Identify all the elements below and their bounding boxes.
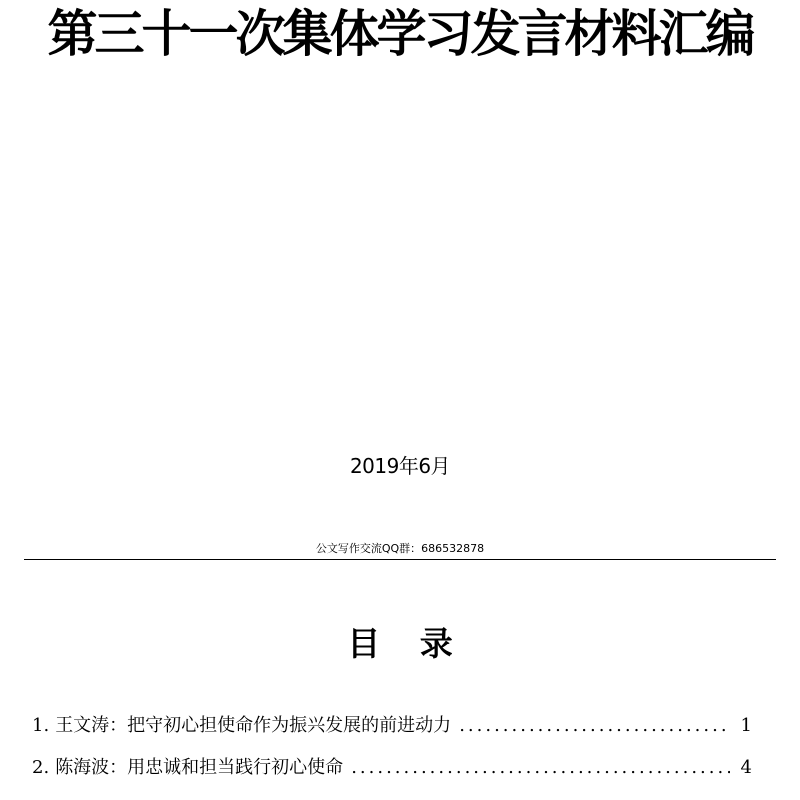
toc-entry-title: 陈海波：用忠诚和担当践行初心使命	[55, 757, 344, 778]
toc-entry-page: 1	[740, 715, 752, 736]
document-date: 2019年6月	[349, 454, 451, 478]
toc-leader-dots	[459, 711, 730, 741]
footer-note: 公文写作交流QQ群：686532878	[315, 542, 485, 555]
toc-entry[interactable]	[32, 711, 752, 753]
toc-leader-dots	[351, 753, 730, 783]
toc-entry-page: 4	[740, 757, 752, 778]
footer-divider	[24, 559, 776, 560]
toc-entry-title: 王文涛：把守初心担使命作为振兴发展的前进动力	[55, 715, 452, 736]
toc-entry-number: 2.	[32, 757, 50, 778]
document-title: 第三十一次集体学习发言材料汇编	[47, 4, 753, 63]
toc-entry-number: 1.	[32, 715, 50, 736]
toc-heading: 目 录	[347, 624, 467, 663]
toc-entry[interactable]	[32, 753, 752, 795]
table-of-contents	[32, 711, 752, 795]
